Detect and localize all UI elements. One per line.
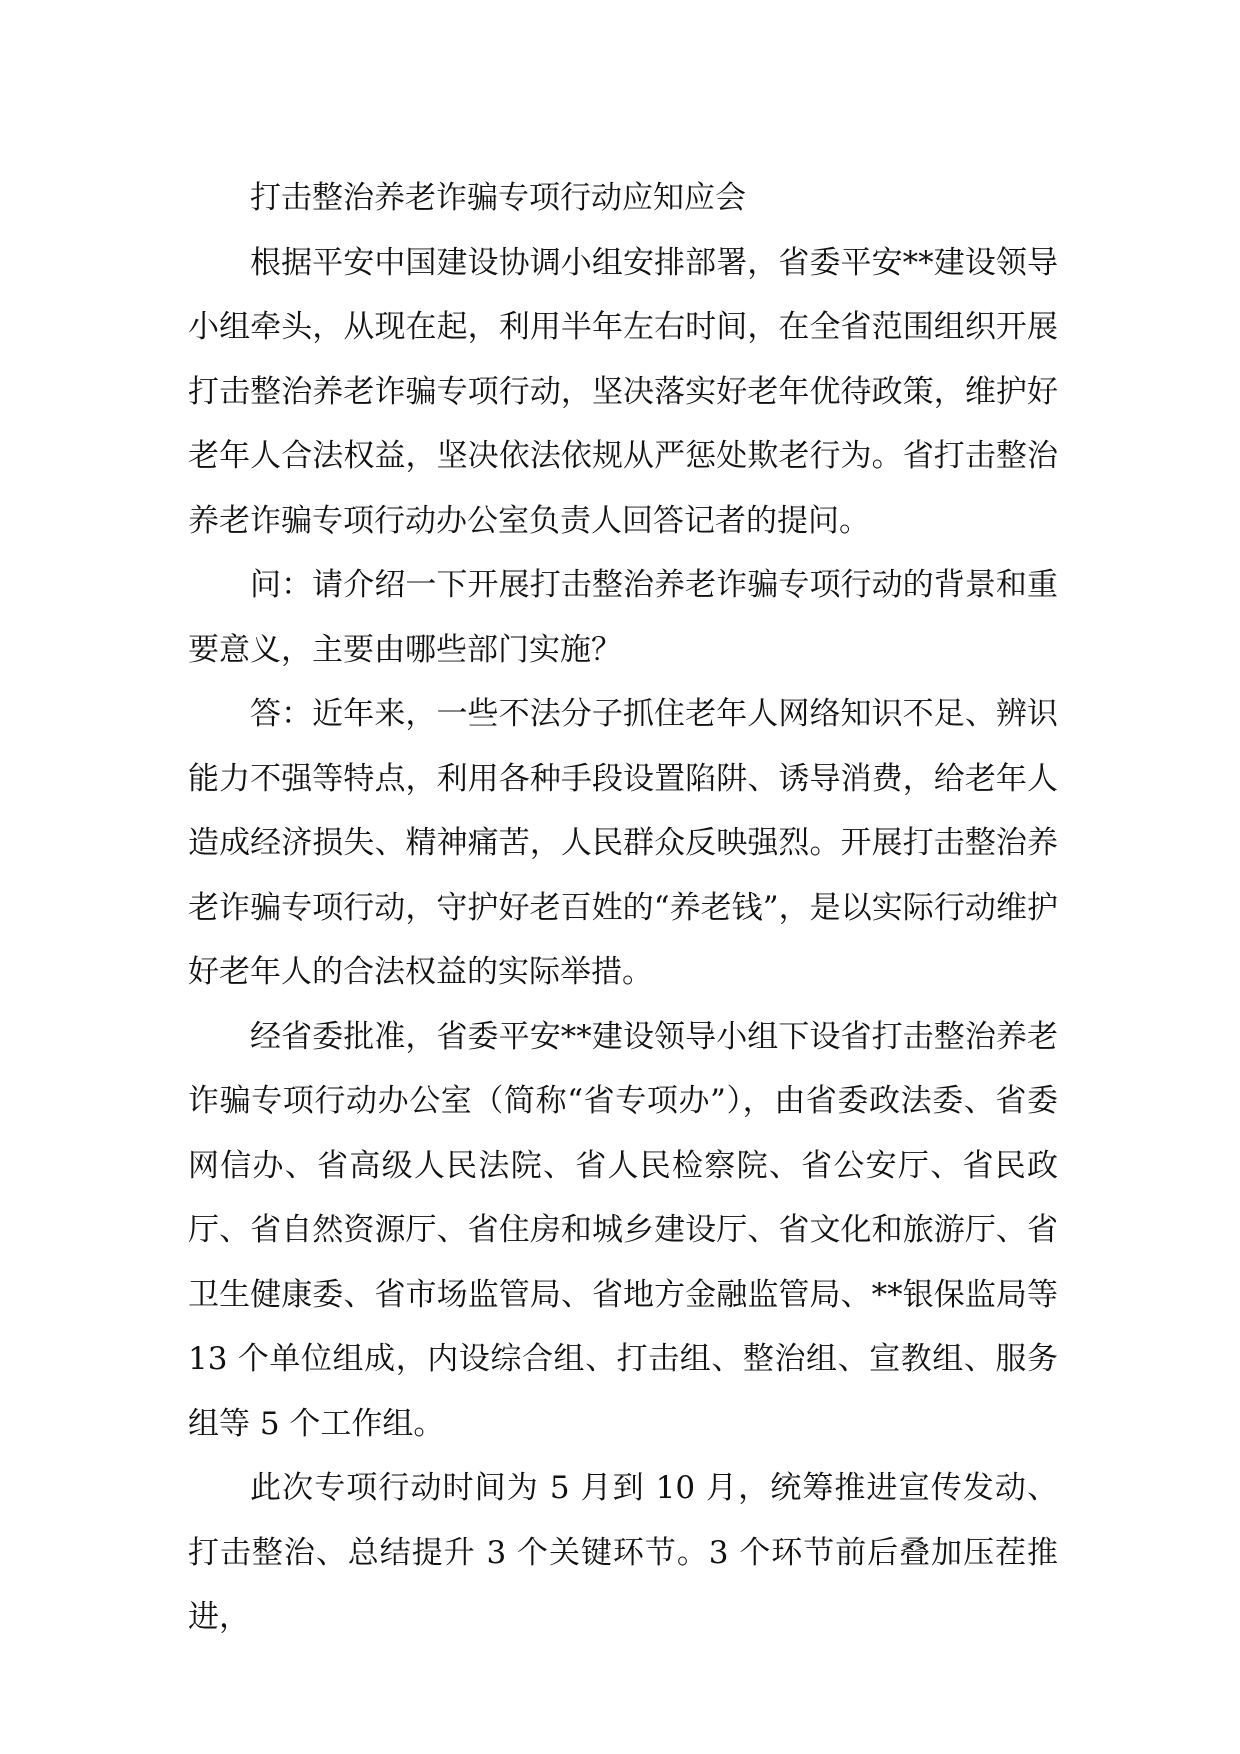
document-title: 打击整治养老诈骗专项行动应知应会 <box>250 180 746 216</box>
paragraph-answer: 答：近年来，一些不法分子抓住老年人网络知识不足、辨识能力不强等特点，利用各种手段设置陷阱、诱导消费，给老年人造成经济损失、精神痛苦，人民群众反映强烈。开展打击整治养老诈骗专项行动，守护好老百姓的“养老钱”，是以实际行动维护好老年人的合法权益的实际举措。 <box>188 696 1058 990</box>
paragraph-intro: 根据平安中国建设协调小组安排部署，省委平安**建设领导小组牵头，从现在起，利用半年左右时间，在全省范围组织开展打击整治养老诈骗专项行动，坚决落实好老年优待政策，维护好老年人合法权益，坚决依法依规从严惩处欺老行为。省打击整治养老诈骗专项行动办公室负责人回答记者的提问。 <box>188 244 1058 539</box>
paragraph-office-composition: 经省委批准，省委平安**建设领导小组下设省打击整治养老诈骗专项行动办公室（简称“省专项办”），由省委政法委、省委网信办、省高级人民法院、省人民检察院、省公安厅、省民政厅、省自然资源厅、省住房和城乡建设厅、省文化和旅游厅、省卫生健康委、省市场监管局、省地方金融监管局、**银保监局等 13 个单位组成，内设综合组、打击组、整治组、宣教组、服务组等 5 个工作组。 <box>188 1018 1058 1442</box>
paragraph-schedule: 此次专项行动时间为 5 月到 10 月，统筹推进宣传发动、打击整治、总结提升 3 个关键环节。3 个环节前后叠加压茬推进， <box>188 1470 1058 1635</box>
paragraph-question: 问：请介绍一下开展打击整治养老诈骗专项行动的背景和重要意义，主要由哪些部门实施？ <box>188 567 1058 668</box>
document-body <box>188 166 1058 1650</box>
